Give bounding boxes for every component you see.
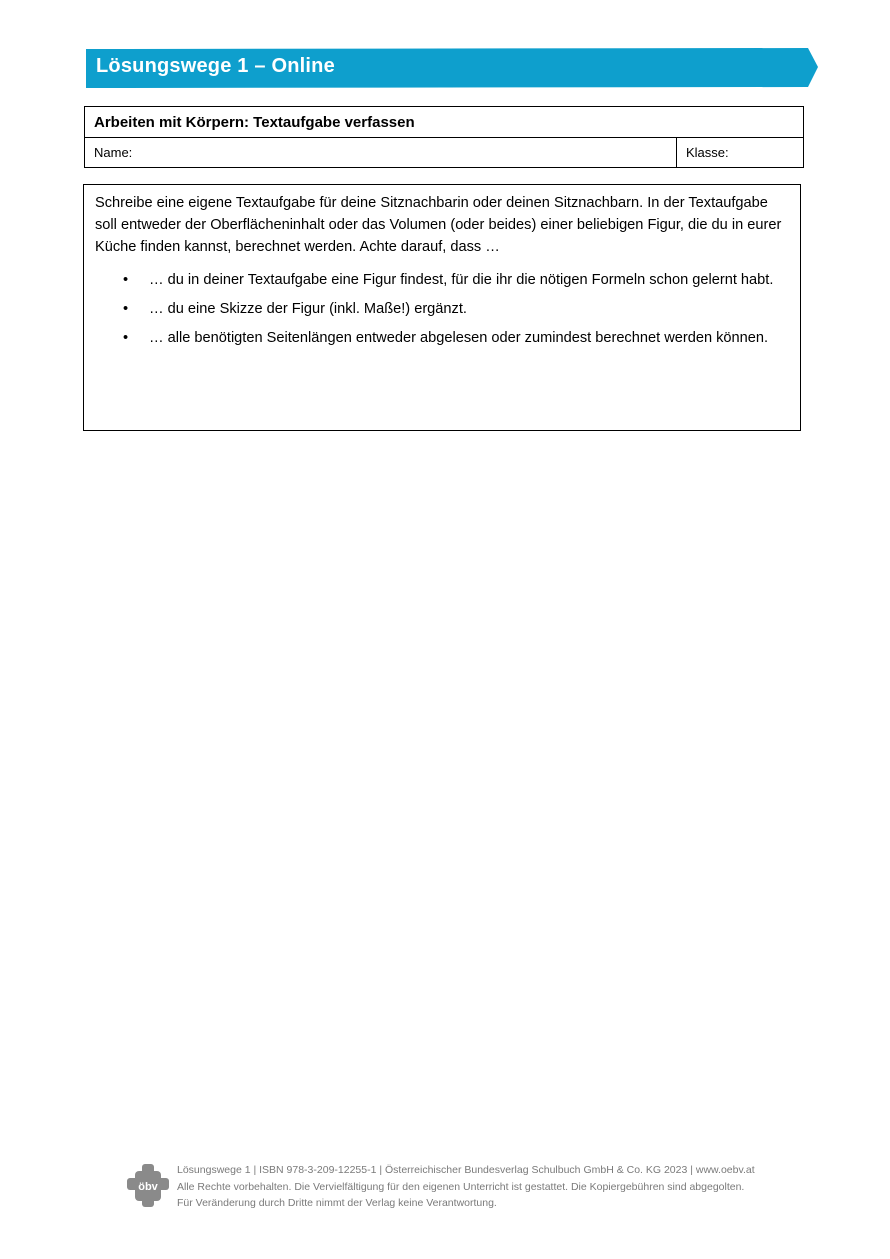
publisher-logo (125, 1162, 171, 1210)
publisher-logo-text: öbv (138, 1181, 158, 1193)
list-item-text: … du eine Skizze der Figur (inkl. Maße!) ergänzt. (149, 301, 467, 317)
footer-text (177, 1162, 755, 1212)
task-box (83, 184, 801, 431)
bullet-icon: • (123, 330, 129, 346)
bullet-icon: • (123, 272, 129, 288)
footer-line-2: Alle Rechte vorbehalten. Die Vervielfältigung für den eigenen Unterricht ist gestattet. Die Kopiergebühren sind abgegolten. (177, 1180, 745, 1193)
klasse-label: Klasse: (686, 145, 729, 160)
worksheet-header-table (84, 106, 804, 168)
list-item-text: … du in deiner Textaufgabe eine Figur findest, für die ihr die nötigen Formeln schon gelernt habt. (149, 272, 774, 288)
banner-title: Lösungswege 1 – Online (96, 55, 335, 77)
footer (125, 1162, 785, 1214)
list-item (95, 266, 789, 295)
klasse-field[interactable] (677, 138, 804, 168)
bullet-icon: • (123, 301, 129, 317)
name-label: Name: (94, 145, 133, 160)
task-bullet-list (95, 266, 789, 353)
list-item (95, 324, 789, 353)
header-banner (86, 47, 818, 88)
task-intro: Schreibe eine eigene Textaufgabe für deine Sitznachbarin oder deinen Sitznachbarn. In der Textaufgabe soll entweder der Oberflächeninhalt oder das Volumen (oder beides) einer beliebigen Figur, die du in eurer Küche finden kannst, berechnet werden. Achte darauf, dass … (95, 195, 782, 255)
list-item (95, 295, 789, 324)
footer-line-1: Lösungswege 1 | ISBN 978-3-209-12255-1 | Österreichischer Bundesverlag Schulbuch GmbH & Co. KG 2023 | www.oebv.at (177, 1164, 755, 1176)
footer-line-3: Für Veränderung durch Dritte nimmt der Verlag keine Verantwortung. (177, 1197, 497, 1209)
list-item-text: … alle benötigten Seitenlängen entweder abgelesen oder zumindest berechnet werden können. (149, 330, 769, 346)
worksheet-title: Arbeiten mit Körpern: Textaufgabe verfassen (85, 107, 804, 138)
name-field[interactable] (85, 138, 677, 168)
